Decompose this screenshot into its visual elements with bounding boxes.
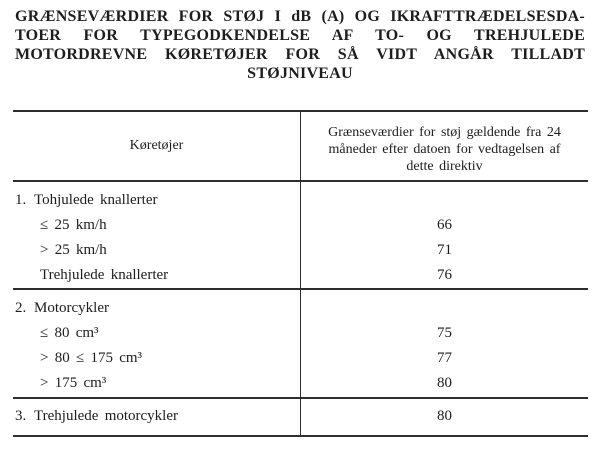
title-line: TOER FOR TYPEGODKENDELSE AF TO- OG TREHJULEDE [15,27,585,44]
section-labels [13,399,301,435]
header-cell-limits [301,112,588,180]
row-value: 71 [437,242,452,258]
section-labels [13,182,301,288]
value-spacer [301,296,588,321]
row-label: ≤ 25 km/h [40,217,107,233]
row-value: 66 [437,217,452,233]
section-number: 1. [15,192,27,208]
row-value: 75 [437,325,452,341]
limits-table [13,110,588,437]
section-number: 3. [15,408,27,424]
section-number: 2. [15,300,27,316]
table-header-row [13,112,588,182]
row-label: Trehjulede knallerter [40,267,169,283]
vehicles-header-label: Køretøjer [129,138,184,153]
limits-header-line: måneder efter datoen for vedtagelsen af [328,142,561,157]
row-label: > 80 ≤ 175 cm³ [40,350,143,366]
section-title-row [15,296,300,321]
section-title: Tohjulede knallerter [34,192,158,208]
title-line: STØJNIVEAU [247,65,353,82]
section-title-row [15,188,300,213]
section-values [301,182,588,288]
limits-header-line: Grænseværdier for støj gældende fra 24 [328,125,561,140]
table-section-motorcycles [13,290,588,399]
title-line: GRÆNSEVÆRDIER FOR STØJ I dB (A) OG IKRAFTTRÆDELSESDA- [15,8,585,25]
section-values [301,290,588,397]
row-label: ≤ 80 cm³ [40,325,99,341]
limits-header-line: dette direktiv [406,159,483,174]
document-title [15,7,585,83]
row-value: 80 [437,408,452,424]
table-section-mopeds [13,182,588,290]
row-label: > 175 cm³ [40,375,107,391]
header-cell-vehicles [13,112,301,180]
section-values [301,399,588,435]
table-section-tricycles [13,399,588,435]
row-value: 76 [437,267,452,283]
title-line: MOTORDREVNE KØRETØJER FOR SÅ VIDT ANGÅR TILLADT [15,46,585,63]
row-value: 77 [437,350,452,366]
section-title: Trehjulede motorcykler [34,408,178,424]
row-label: > 25 km/h [40,242,107,258]
row-value: 80 [437,375,452,391]
section-title: Motorcykler [34,300,109,316]
section-labels [13,290,301,397]
value-spacer [301,188,588,213]
section-title-row [15,404,300,429]
